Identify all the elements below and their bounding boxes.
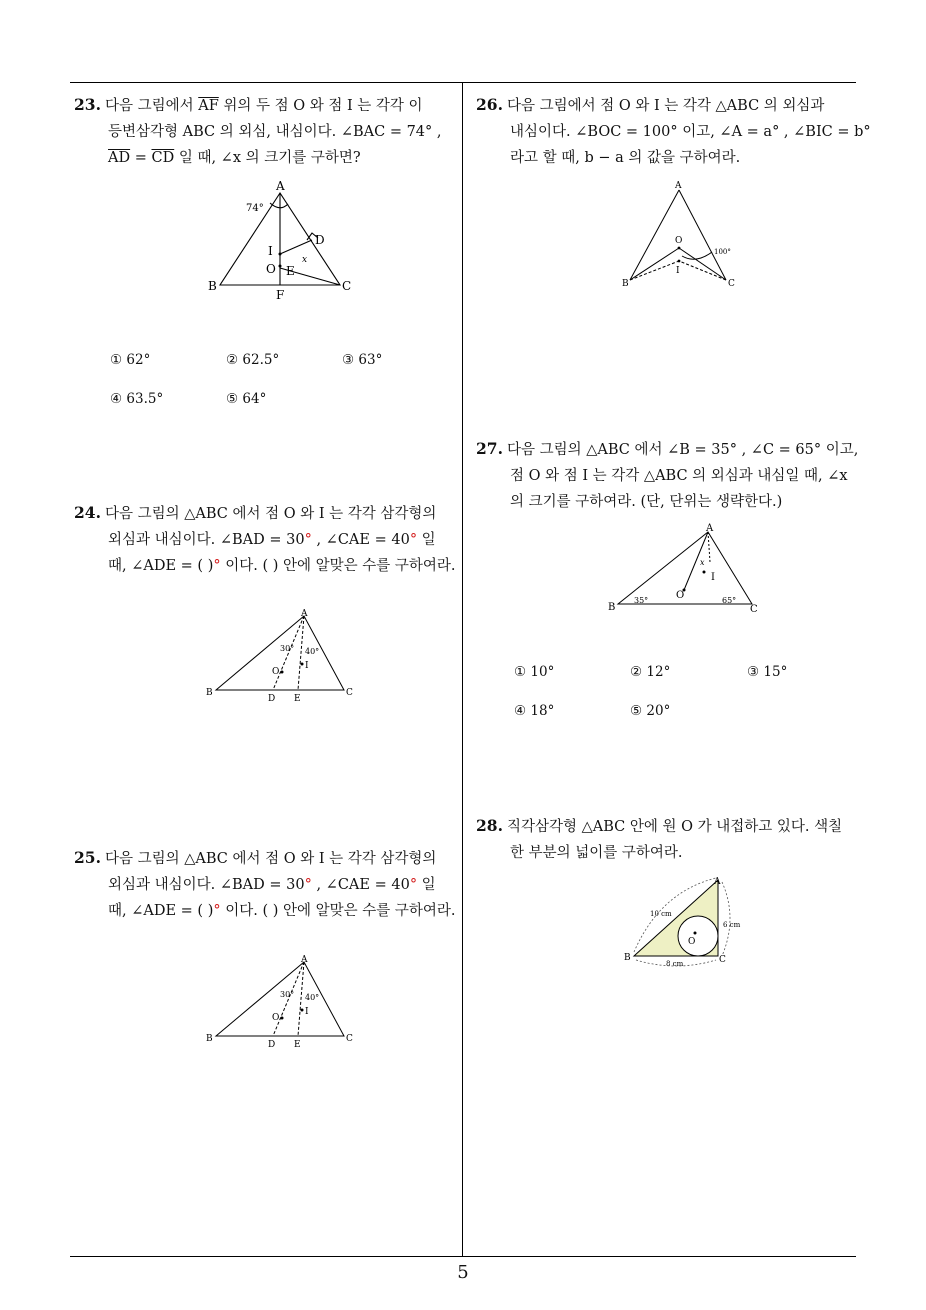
text: 일 <box>417 532 436 548</box>
figure-26 <box>616 176 746 291</box>
column-divider <box>462 82 463 1257</box>
text: 직각삼각형 △ABC 안에 원 O 가 내접하고 있다. 색칠 <box>506 819 843 835</box>
angle-label: 100° <box>714 248 731 256</box>
incircle <box>678 916 718 956</box>
label-i: I <box>676 266 680 276</box>
problem-number: 26. <box>476 95 503 114</box>
figure-25 <box>200 952 360 1052</box>
problem-number: 28. <box>476 816 503 835</box>
label-b: B <box>206 688 213 698</box>
label-c: C <box>346 1034 353 1044</box>
bottom-rule <box>70 1256 856 1257</box>
label-b: B <box>622 279 629 289</box>
label-e: E <box>294 694 301 704</box>
text: 다음 그림의 △ABC 에서 점 O 와 I 는 각각 삼각형의 <box>104 506 437 522</box>
label-d: D <box>315 233 325 247</box>
point-i <box>703 571 706 574</box>
label-e: E <box>286 264 295 278</box>
angle-label: 74° <box>246 203 264 214</box>
text: 다음 그림의 △ABC 에서 점 O 와 I 는 각각 삼각형의 <box>104 851 437 867</box>
choice-2[interactable]: ② 12° <box>630 664 671 680</box>
angle-40: 40° <box>305 647 320 656</box>
label-c: C <box>342 279 352 293</box>
problem-24 <box>74 500 459 579</box>
text: 다음 그림에서 <box>104 98 199 114</box>
text-line: 점 O 와 점 I 는 각각 △ABC 의 외심과 내심일 때, ∠x <box>510 468 848 484</box>
text: 이다. ( ) 안에 알맞은 수를 구하여라. <box>220 558 456 574</box>
label-c: C <box>719 955 726 965</box>
label-c: C <box>346 688 353 698</box>
choice-3[interactable]: ③ 63° <box>342 352 383 368</box>
page-number: 5 <box>457 1262 469 1283</box>
label-o: O <box>272 667 280 677</box>
text: 외심과 내심이다. ∠BAD = 30 <box>108 532 305 548</box>
point-o <box>279 265 282 268</box>
point-i <box>279 253 282 256</box>
choice-3[interactable]: ③ 15° <box>747 664 788 680</box>
text-line: 내심이다. ∠BOC = 100° 이고, ∠A = a° , ∠BIC = b° <box>510 124 871 140</box>
label-o: O <box>675 236 683 246</box>
text: 일 때, ∠x 의 크기를 구하면? <box>174 150 361 166</box>
label-b: B <box>208 279 217 293</box>
figure-27 <box>604 522 764 617</box>
label-i: I <box>711 572 715 583</box>
label-i: I <box>305 1007 309 1017</box>
text-line: 라고 할 때, b − a 의 값을 구하여라. <box>510 150 741 166</box>
choice-5[interactable]: ⑤ 64° <box>226 391 267 407</box>
point-o <box>678 247 681 250</box>
angle-30: 30° <box>280 644 295 653</box>
text: 다음 그림에서 점 O 와 I 는 각각 △ABC 의 외심과 <box>506 98 825 114</box>
vertical-label: 6 cm <box>723 921 741 929</box>
choice-5[interactable]: ⑤ 20° <box>630 703 671 719</box>
text: 때, ∠ADE = ( ) <box>108 558 214 574</box>
label-f: F <box>276 288 285 302</box>
label-o: O <box>688 937 696 947</box>
degree-mark: ° <box>409 877 418 893</box>
label-e: E <box>294 1040 301 1050</box>
problem-number: 24. <box>74 503 101 522</box>
point-o <box>281 1017 284 1020</box>
label-d: D <box>268 1040 276 1050</box>
label-a: A <box>675 181 682 191</box>
choice-4[interactable]: ④ 63.5° <box>110 391 164 407</box>
problem-25 <box>74 845 459 924</box>
point-i <box>678 260 681 263</box>
problem-27 <box>476 436 866 515</box>
label-a: A <box>714 877 721 887</box>
degree-mark: ° <box>304 532 312 548</box>
text: 다음 그림의 △ABC 에서 ∠B = 35° , ∠C = 65° 이고, <box>506 442 859 458</box>
text: , ∠CAE = 40 <box>311 532 410 548</box>
figure-28 <box>620 872 750 972</box>
angle-c: 65° <box>722 596 737 605</box>
text: 이다. ( ) 안에 알맞은 수를 구하여라. <box>220 903 456 919</box>
problem-number: 27. <box>476 439 503 458</box>
label-x: x <box>700 558 705 567</box>
segment-cd: $\overline{CD}$ <box>151 150 175 166</box>
segment-af: $\overline{AF}$ <box>198 98 219 114</box>
problem-28 <box>476 813 866 866</box>
angle-40: 40° <box>305 993 320 1002</box>
point-i <box>301 1009 304 1012</box>
problem-23 <box>74 92 459 171</box>
point-o <box>694 932 697 935</box>
text: 때, ∠ADE = ( ) <box>108 903 214 919</box>
label-x: x <box>302 255 308 265</box>
choice-4[interactable]: ④ 18° <box>514 703 555 719</box>
figure-23 <box>200 178 360 303</box>
choice-2[interactable]: ② 62.5° <box>226 352 280 368</box>
label-o: O <box>676 590 685 601</box>
point-i <box>301 663 304 666</box>
text-line: 등변삼각형 ABC 의 외심, 내심이다. ∠BAC = 74° , <box>108 124 442 140</box>
text: 외심과 내심이다. ∠BAD = 30 <box>108 877 305 893</box>
choice-1[interactable]: ① 62° <box>110 352 151 368</box>
label-c: C <box>728 279 735 289</box>
label-o: O <box>272 1013 280 1023</box>
label-o: O <box>266 262 276 276</box>
angle-30: 30° <box>280 990 295 999</box>
problem-number: 23. <box>74 95 101 114</box>
label-a: A <box>301 955 308 965</box>
hypotenuse-label: 10 cm <box>650 910 672 918</box>
label-d: D <box>268 694 276 704</box>
text: = <box>130 150 152 166</box>
label-i: I <box>305 661 309 671</box>
label-b: B <box>608 602 616 613</box>
degree-mark: ° <box>304 877 312 893</box>
degree-mark: ° <box>213 903 221 919</box>
problem-26 <box>476 92 871 171</box>
label-b: B <box>624 953 631 963</box>
label-a: A <box>276 179 285 193</box>
text-line: 의 크기를 구하여라. (단, 단위는 생략한다.) <box>510 494 783 510</box>
top-rule <box>70 82 856 83</box>
text: 위의 두 점 O 와 점 I 는 각각 이 <box>218 98 423 114</box>
base-label: 8 cm <box>666 960 684 968</box>
choice-1[interactable]: ① 10° <box>514 664 555 680</box>
label-i: I <box>268 244 273 258</box>
text-line: 한 부분의 넓이를 구하여라. <box>510 845 683 861</box>
segment-ad: $\overline{AD}$ <box>108 150 131 166</box>
label-a: A <box>301 609 308 619</box>
point-o <box>281 671 284 674</box>
angle-b: 35° <box>634 596 649 605</box>
text: , ∠CAE = 40 <box>311 877 410 893</box>
label-b: B <box>206 1034 213 1044</box>
text: 일 <box>417 877 436 893</box>
label-a: A <box>706 523 714 534</box>
problem-number: 25. <box>74 848 101 867</box>
degree-mark: ° <box>213 558 221 574</box>
label-c: C <box>750 604 758 615</box>
degree-mark: ° <box>409 532 418 548</box>
figure-24 <box>200 606 360 706</box>
